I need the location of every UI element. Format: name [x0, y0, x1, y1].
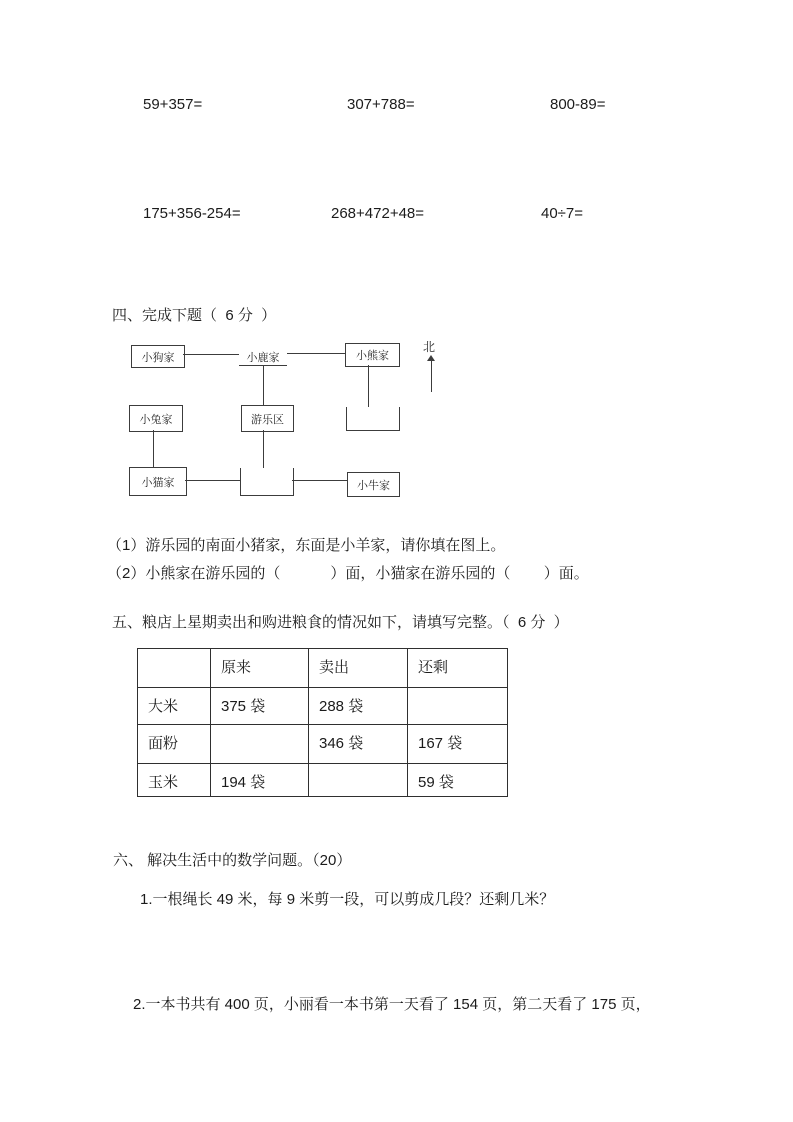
table-cell: 面粉: [138, 725, 211, 764]
grain-table: [137, 648, 508, 797]
table-cell: 167 袋: [408, 725, 508, 764]
table-cell: 375 袋: [211, 688, 309, 725]
table-cell: 大米: [138, 688, 211, 725]
connector-dog-deer: [183, 354, 239, 355]
map-label-park: 游乐区: [251, 413, 284, 426]
map-box-rabbit-home: [129, 405, 183, 432]
map-label-bear-home: 小熊家: [356, 350, 389, 362]
connector-rabbit-cat: [153, 430, 154, 467]
table-cell: 玉米: [138, 764, 211, 797]
table-header-row: [138, 649, 508, 688]
map-label-cat-home: 小猫家: [141, 476, 175, 489]
map-box-cow-home: [347, 472, 400, 497]
equation-4: 175+356-254=: [143, 205, 241, 222]
table-cell: 59 袋: [408, 764, 508, 797]
north-arrow-line: [431, 360, 432, 392]
map-box-bear-home: [345, 343, 400, 367]
map-box-east-empty: [346, 407, 400, 431]
map-label-dog-home: 小狗家: [141, 351, 175, 364]
connector-south-cow: [292, 480, 347, 481]
table-cell: [309, 764, 408, 797]
map-box-deer-home: [239, 347, 287, 366]
map-label-deer-home: 小鹿家: [246, 352, 280, 364]
section5-heading: 五、粮店上星期卖出和购进粮食的情况如下，请填写完整。（ 6 分 ）: [112, 614, 569, 631]
connector-deer-bear: [287, 353, 345, 354]
table-cell: 还剩: [408, 649, 508, 688]
section4-question-1: （1）游乐园的南面小猪家，东面是小羊家，请你填在图上。: [107, 537, 506, 554]
section6-problem-2: 2.一本书共有 400 页，小丽看一本书第一天看了 154 页，第二天看了 175 页，: [133, 996, 651, 1013]
direction-map-figure: [125, 338, 455, 498]
equation-2: 307+788=: [347, 96, 415, 113]
table-cell: [408, 688, 508, 725]
connector-park-south: [263, 430, 264, 468]
equation-5: 268+472+48=: [331, 205, 425, 222]
map-box-cat-home: [129, 467, 187, 496]
table-row-corn: [138, 764, 508, 797]
section6-heading: 六、 解决生活中的数学问题。（20）: [113, 852, 352, 869]
map-box-south-empty: [240, 468, 294, 496]
map-label-rabbit-home: 小兔家: [139, 413, 173, 426]
section6-problem-1: 1.一根绳长 49 米，每 9 米剪一段，可以剪成几段？还剩几米？: [140, 891, 555, 908]
table-cell: [211, 725, 309, 764]
table-cell: [138, 649, 211, 688]
table-cell: 194 袋: [211, 764, 309, 797]
section4-question-2: （2）小熊家在游乐园的（ ）面，小猫家在游乐园的（ ）面。: [107, 565, 589, 582]
north-label: 北: [423, 340, 436, 354]
table-cell: 卖出: [309, 649, 408, 688]
connector-deer-park: [263, 365, 264, 405]
connector-bear-east: [368, 365, 369, 407]
table-row-rice: [138, 688, 508, 725]
connector-cat-south: [185, 480, 240, 481]
map-label-cow-home: 小牛家: [357, 479, 390, 492]
table-cell: 346 袋: [309, 725, 408, 764]
map-box-dog-home: [131, 345, 185, 368]
map-box-park: [241, 405, 294, 432]
section4-heading: 四、完成下题（ 6 分 ）: [112, 307, 277, 324]
table-row-flour: [138, 725, 508, 764]
equation-6: 40÷7=: [541, 205, 584, 222]
equation-3: 800-89=: [550, 96, 606, 113]
table-cell: 288 袋: [309, 688, 408, 725]
equation-1: 59+357=: [143, 96, 203, 113]
table-cell: 原来: [211, 649, 309, 688]
